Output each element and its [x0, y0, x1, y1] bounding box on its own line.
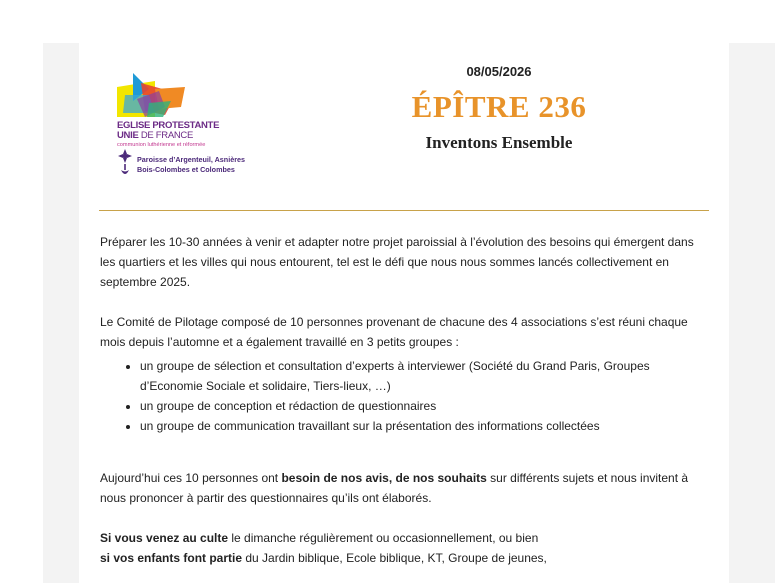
issue-date: 08/05/2026	[466, 64, 532, 79]
left-gutter	[43, 43, 79, 583]
newsletter-subtitle: Inventons Ensemble	[425, 133, 573, 152]
huguenot-cross-icon	[117, 148, 133, 178]
paragraph-intro: Préparer les 10-30 années à venir et adapter notre projet paroissial à l’évolution des besoins qui émergent dans les quartiers et les villes qui nous entourent, tel est le défi que nous nous sommes lancés collectivement en septembre 2025.	[100, 235, 694, 289]
logo-line1: EGLISE PROTESTANTE	[117, 120, 220, 131]
paragraph-committee: Le Comité de Pilotage composé de 10 personnes provenant de chacune des 4 associations s’est réuni chaque mois depuis l’automne et a également travaillé en 3 petits groupes :	[100, 315, 688, 349]
working-groups-list	[100, 356, 710, 436]
article-body	[100, 232, 710, 568]
list-item: • un groupe de conception et rédaction de questionnaires	[140, 396, 710, 416]
logo-text	[117, 121, 277, 149]
logo-tagline: communion luthérienne et réformée	[117, 142, 206, 148]
list-item: • un groupe de communication travaillant sur la présentation des informations collectées	[140, 416, 710, 436]
header-divider	[99, 210, 709, 211]
newsletter-page	[79, 43, 729, 583]
logo-line2: UNIE DE FRANCE	[117, 130, 194, 141]
paragraph-audience-2: si vos enfants font partie du Jardin biblique, Ecole biblique, KT, Groupe de jeunes,	[100, 551, 547, 565]
paragraph-audience-1: Si vous venez au culte le dimanche régulièrement ou occasionnellement, ou bien	[100, 531, 539, 545]
paragraph-call-to-action: Aujourd’hui ces 10 personnes ont besoin de nos avis, de nos souhaits sur différents sujets et nous invitent à nous prononcer à partir des questionnaires qu’ils ont élaborés.	[100, 471, 689, 505]
parish-name: Paroisse d’Argenteuil, Asnières Bois-Colombes et Colombes	[137, 155, 245, 174]
right-gutter	[729, 43, 775, 583]
newsletter-title: ÉPÎTRE 236	[411, 89, 587, 124]
list-item: • un groupe de sélection et consultation d’experts à interviewer (Société du Grand Paris, Groupes d’Economie Sociale et solidaire, Tiers-lieux, …)	[140, 356, 710, 396]
